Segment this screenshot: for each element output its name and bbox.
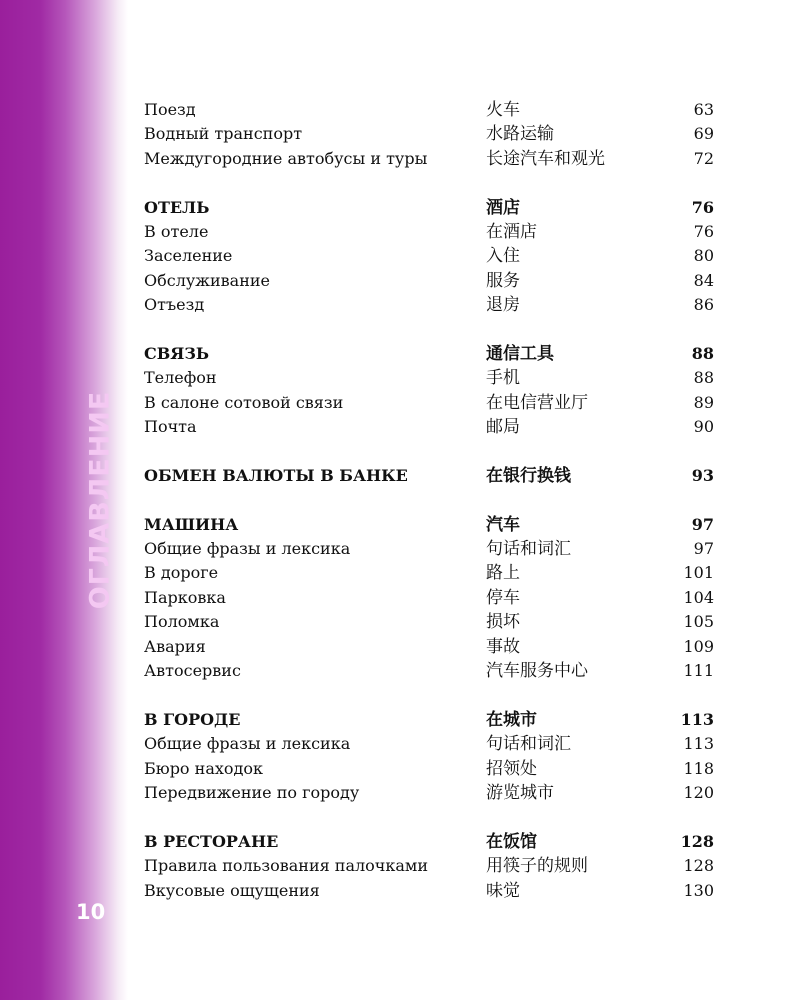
entry-page-number: 90	[693, 417, 714, 437]
entry-title-ru: Автосервис	[144, 660, 241, 680]
entry-title-zh: 通信工具	[486, 343, 554, 364]
entry-page-number: 128	[680, 831, 714, 851]
section-header	[144, 464, 714, 488]
section-header	[144, 342, 714, 366]
entry-title-ru: Телефон	[144, 368, 217, 388]
entry-page-number: 80	[693, 246, 714, 266]
entry-title-ru: Поезд	[144, 100, 196, 119]
entry-page-number: 109	[683, 636, 714, 656]
entry-title-ru: ОТЕЛЬ	[144, 197, 210, 217]
entry-title-ru: Обслуживание	[144, 270, 271, 290]
toc-entry	[144, 366, 714, 390]
entry-title-zh: 入住	[486, 246, 520, 267]
toc-entry	[144, 537, 714, 561]
toc-entry	[144, 854, 714, 878]
entry-title-zh: 招领处	[486, 758, 537, 779]
entry-page-number: 104	[683, 587, 714, 607]
entry-title-zh: 水路运输	[486, 124, 554, 145]
entry-page-number: 128	[683, 856, 714, 876]
entry-title-ru: Поломка	[144, 612, 220, 632]
entry-title-ru: Общие фразы и лексика	[144, 734, 351, 754]
entry-page-number: 63	[693, 100, 714, 119]
entry-title-ru: ОБМЕН ВАЛЮТЫ В БАНКЕ	[144, 465, 408, 485]
toc-entry	[144, 635, 714, 659]
entry-title-ru: МАШИНА	[144, 514, 239, 534]
toc-entry	[144, 659, 714, 683]
entry-page-number: 97	[691, 514, 714, 534]
toc-entry	[144, 147, 714, 171]
sidebar	[0, 0, 128, 1000]
entry-title-ru: Заселение	[144, 246, 233, 266]
toc-entry	[144, 293, 714, 317]
entry-title-ru: СВЯЗЬ	[144, 343, 210, 363]
entry-page-number: 130	[683, 880, 714, 900]
entry-page-number: 88	[691, 343, 714, 363]
toc-entry	[144, 757, 714, 781]
entry-page-number: 72	[693, 148, 714, 168]
entry-title-ru: Почта	[144, 417, 197, 437]
entry-title-zh: 事故	[486, 636, 520, 657]
entry-page-number: 69	[693, 124, 714, 144]
section-header	[144, 708, 714, 732]
toc-entry	[144, 561, 714, 585]
entry-title-zh: 汽车	[486, 514, 520, 535]
entry-title-ru: В салоне сотовой связи	[144, 392, 344, 412]
entry-title-zh: 游览城市	[486, 782, 554, 803]
entry-title-ru: В дороге	[144, 563, 219, 583]
entry-title-zh: 手机	[486, 368, 520, 389]
toc-entry	[144, 220, 714, 244]
entry-page-number: 113	[683, 734, 714, 754]
entry-title-ru: Общие фразы и лексика	[144, 539, 351, 559]
section-header	[144, 513, 714, 537]
entry-title-zh: 在电信营业厅	[486, 392, 588, 413]
entry-title-ru: Водный транспорт	[144, 124, 303, 144]
entry-page-number: 88	[693, 368, 714, 388]
entry-page-number: 111	[683, 660, 714, 680]
toc-entry	[144, 610, 714, 634]
toc-entry	[144, 244, 714, 268]
section-header	[144, 196, 714, 220]
entry-page-number: 101	[683, 563, 714, 583]
entry-title-zh: 停车	[486, 587, 520, 608]
entry-title-ru: Бюро находок	[144, 758, 263, 778]
entry-title-zh: 句话和词汇	[486, 539, 571, 560]
entry-title-zh: 服务	[486, 270, 520, 291]
entry-page-number: 76	[693, 221, 714, 241]
entry-page-number: 97	[693, 539, 714, 559]
entry-page-number: 113	[680, 709, 714, 729]
toc-entry	[144, 732, 714, 756]
entry-page-number: 89	[693, 392, 714, 412]
toc-entry	[144, 391, 714, 415]
entry-title-zh: 损坏	[486, 612, 520, 633]
entry-title-ru: Междугородние автобусы и туры	[144, 148, 428, 168]
entry-page-number: 93	[691, 465, 714, 485]
entry-page-number: 118	[683, 758, 714, 778]
toc-entry	[144, 879, 714, 903]
entry-title-ru: Правила пользования палочками	[144, 856, 429, 876]
entry-title-ru: Передвижение по городу	[144, 782, 360, 802]
entry-title-zh: 在酒店	[486, 221, 537, 242]
entry-title-zh: 路上	[486, 563, 520, 584]
toc-entry	[144, 586, 714, 610]
toc-entry	[144, 269, 714, 293]
entry-title-zh: 用筷子的规则	[486, 856, 588, 877]
entry-title-zh: 在城市	[486, 709, 537, 730]
entry-title-ru: В ГОРОДЕ	[144, 709, 241, 729]
entry-title-zh: 长途汽车和观光	[486, 148, 605, 169]
toc-entry	[144, 122, 714, 146]
entry-title-zh: 在饭馆	[486, 831, 537, 852]
toc-entry	[144, 98, 714, 122]
entry-title-ru: Авария	[144, 636, 206, 656]
entry-title-zh: 味觉	[486, 880, 520, 901]
entry-title-zh: 火车	[486, 100, 520, 120]
entry-title-ru: Вкусовые ощущения	[144, 880, 320, 900]
sidebar-title: ОГЛАВЛЕНИЕ	[84, 390, 116, 610]
entry-title-ru: Парковка	[144, 587, 226, 607]
entry-title-ru: В отеле	[144, 221, 209, 241]
entry-title-zh: 退房	[486, 295, 520, 316]
page-number: 10	[76, 900, 106, 924]
entry-page-number: 120	[683, 782, 714, 802]
entry-title-zh: 邮局	[486, 417, 520, 438]
toc-entry	[144, 781, 714, 805]
entry-title-zh: 酒店	[486, 197, 520, 218]
table-of-contents	[144, 98, 714, 903]
entry-title-ru: В РЕСТОРАНЕ	[144, 831, 279, 851]
toc-entry	[144, 415, 714, 439]
entry-title-zh: 在银行换钱	[486, 465, 571, 486]
section-header	[144, 830, 714, 854]
entry-title-ru: Отъезд	[144, 295, 205, 315]
entry-page-number: 86	[693, 295, 714, 315]
entry-page-number: 105	[683, 612, 714, 632]
entry-title-zh: 汽车服务中心	[486, 660, 588, 681]
entry-page-number: 76	[691, 197, 714, 217]
entry-title-zh: 句话和词汇	[486, 734, 571, 755]
entry-page-number: 84	[693, 270, 714, 290]
